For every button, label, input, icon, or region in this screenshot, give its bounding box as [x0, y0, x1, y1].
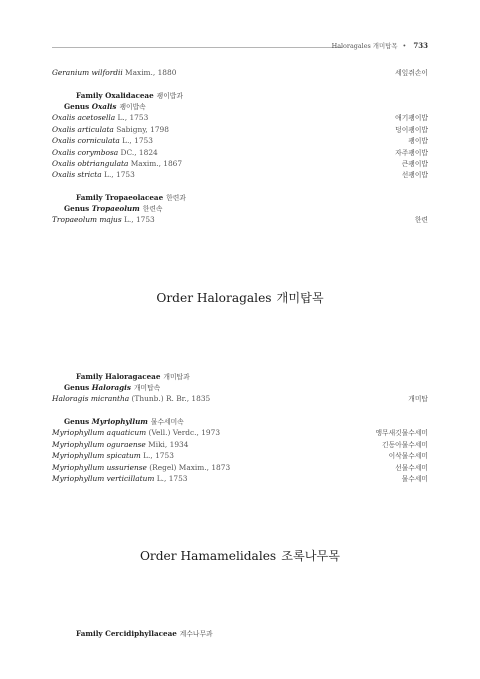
species-row	[52, 393, 428, 405]
header-section: Haloragales 개미탑목	[331, 42, 398, 50]
genus-korean: 개미탑속	[133, 384, 161, 392]
species-name: Myriophyllum oguraense	[52, 440, 146, 449]
genus-korean: 물수세미속	[150, 418, 184, 426]
family-name: Haloragaceae	[105, 372, 161, 381]
species-row	[52, 427, 428, 439]
species-name: Oxalis acetosella	[52, 113, 116, 122]
korean-name: 큰괭이밥	[401, 160, 428, 168]
genus-heading: Genus Haloragis 개미탑속	[64, 383, 161, 392]
species-author: L., 1753	[122, 136, 153, 145]
species-author: (Thunb.) R. Br., 1835	[131, 394, 211, 403]
korean-name: 덩이괭이밥	[395, 126, 428, 134]
family-korean: 개미탑과	[163, 373, 190, 381]
family-korean: 괭이밥과	[156, 92, 183, 100]
species-author: DC., 1824	[120, 148, 158, 157]
species-row	[52, 473, 428, 485]
species-row	[52, 214, 428, 226]
genus-heading: Genus Oxalis 괭이밥속	[64, 102, 146, 111]
header-rule	[52, 47, 342, 48]
order-korean: 개미탑목	[276, 291, 324, 305]
species-row	[52, 169, 428, 181]
genus-name: Tropaeolum	[91, 204, 140, 213]
order-heading	[0, 290, 480, 306]
family-heading: Family Oxalidaceae 괭이밥과	[76, 91, 183, 100]
species-name: Geranium wilfordii	[52, 68, 123, 77]
order-name: Order Haloragales	[156, 291, 272, 305]
species-name: Oxalis corniculata	[52, 136, 120, 145]
genus-name: Myriophyllum	[91, 417, 148, 426]
family-heading: Family Tropaeolaceae 한련과	[76, 193, 186, 202]
family-korean: 계수나무과	[179, 630, 213, 638]
korean-name: 물수세미	[401, 475, 428, 483]
species-name: Oxalis articulata	[52, 125, 114, 134]
species-author: Maxim., 1880	[125, 68, 177, 77]
family-heading: Family Haloragaceae 개미탑과	[76, 372, 190, 381]
korean-name: 세잎쥐손이	[395, 69, 428, 77]
korean-name: 긴동아물수세미	[382, 441, 428, 449]
korean-name: 앵무새깃물수세미	[375, 429, 428, 437]
korean-name: 괭이밥	[408, 137, 428, 145]
species-name: Haloragis micrantha	[52, 394, 130, 403]
species-author: L., 1753	[156, 474, 188, 483]
species-name: Myriophyllum spicatum	[52, 451, 141, 460]
korean-name: 선물수세미	[395, 464, 428, 472]
species-author: L., 1753	[104, 170, 135, 179]
species-name: Oxalis stricta	[52, 170, 102, 179]
order-name: Order Hamamelidales	[139, 549, 277, 563]
genus-name: Haloragis	[91, 383, 131, 392]
korean-name: 애기괭이밥	[395, 114, 428, 122]
species-row	[52, 112, 428, 124]
page-number: 733	[413, 41, 428, 50]
species-author: L., 1753	[117, 113, 149, 122]
species-author: (Vell.) Verdc., 1973	[148, 428, 221, 437]
species-author: Maxim., 1867	[130, 159, 183, 168]
genus-korean: 한련속	[142, 205, 163, 213]
genus-name: Oxalis	[91, 102, 117, 111]
family-name: Cercidiphyllaceae	[105, 629, 177, 638]
korean-name: 이삭물수세미	[388, 452, 428, 460]
species-name: Myriophyllum ussuriense	[52, 463, 147, 472]
genus-korean: 괭이밥속	[119, 103, 146, 111]
family-name: Oxalidaceae	[105, 91, 154, 100]
species-author: L., 1753	[143, 451, 174, 460]
species-name: Oxalis obtriangulata	[52, 159, 129, 168]
family-name: Tropaeolaceae	[105, 193, 164, 202]
species-author: (Regel) Maxim., 1873	[149, 463, 231, 472]
species-row	[52, 450, 428, 462]
family-korean: 한련과	[166, 194, 186, 202]
species-name: Myriophyllum aquaticum	[52, 428, 147, 437]
korean-name: 개미탑	[408, 395, 428, 403]
korean-name: 선괭이밥	[401, 171, 428, 179]
genus-heading: Genus Tropaeolum 한련속	[64, 204, 163, 213]
species-author: Sabigny, 1798	[116, 125, 169, 134]
species-author: Miki, 1934	[148, 440, 189, 449]
species-name: Myriophyllum verticillatum	[52, 474, 155, 483]
species-name: Tropaeolum majus	[52, 215, 122, 224]
family-heading: Family Cercidiphyllaceae 계수나무과	[76, 629, 213, 638]
species-row	[52, 67, 428, 79]
species-row	[52, 135, 428, 147]
header-bullet: •	[402, 42, 407, 50]
running-header	[332, 41, 428, 50]
korean-name: 자주괭이밥	[395, 149, 428, 157]
species-name: Oxalis corymbosa	[52, 148, 119, 157]
order-heading	[0, 548, 480, 564]
genus-heading: Genus Myriophyllum 물수세미속	[64, 417, 184, 426]
species-author: L., 1753	[123, 215, 155, 224]
korean-name: 한련	[414, 216, 428, 224]
order-korean: 조록나무목	[281, 549, 341, 563]
